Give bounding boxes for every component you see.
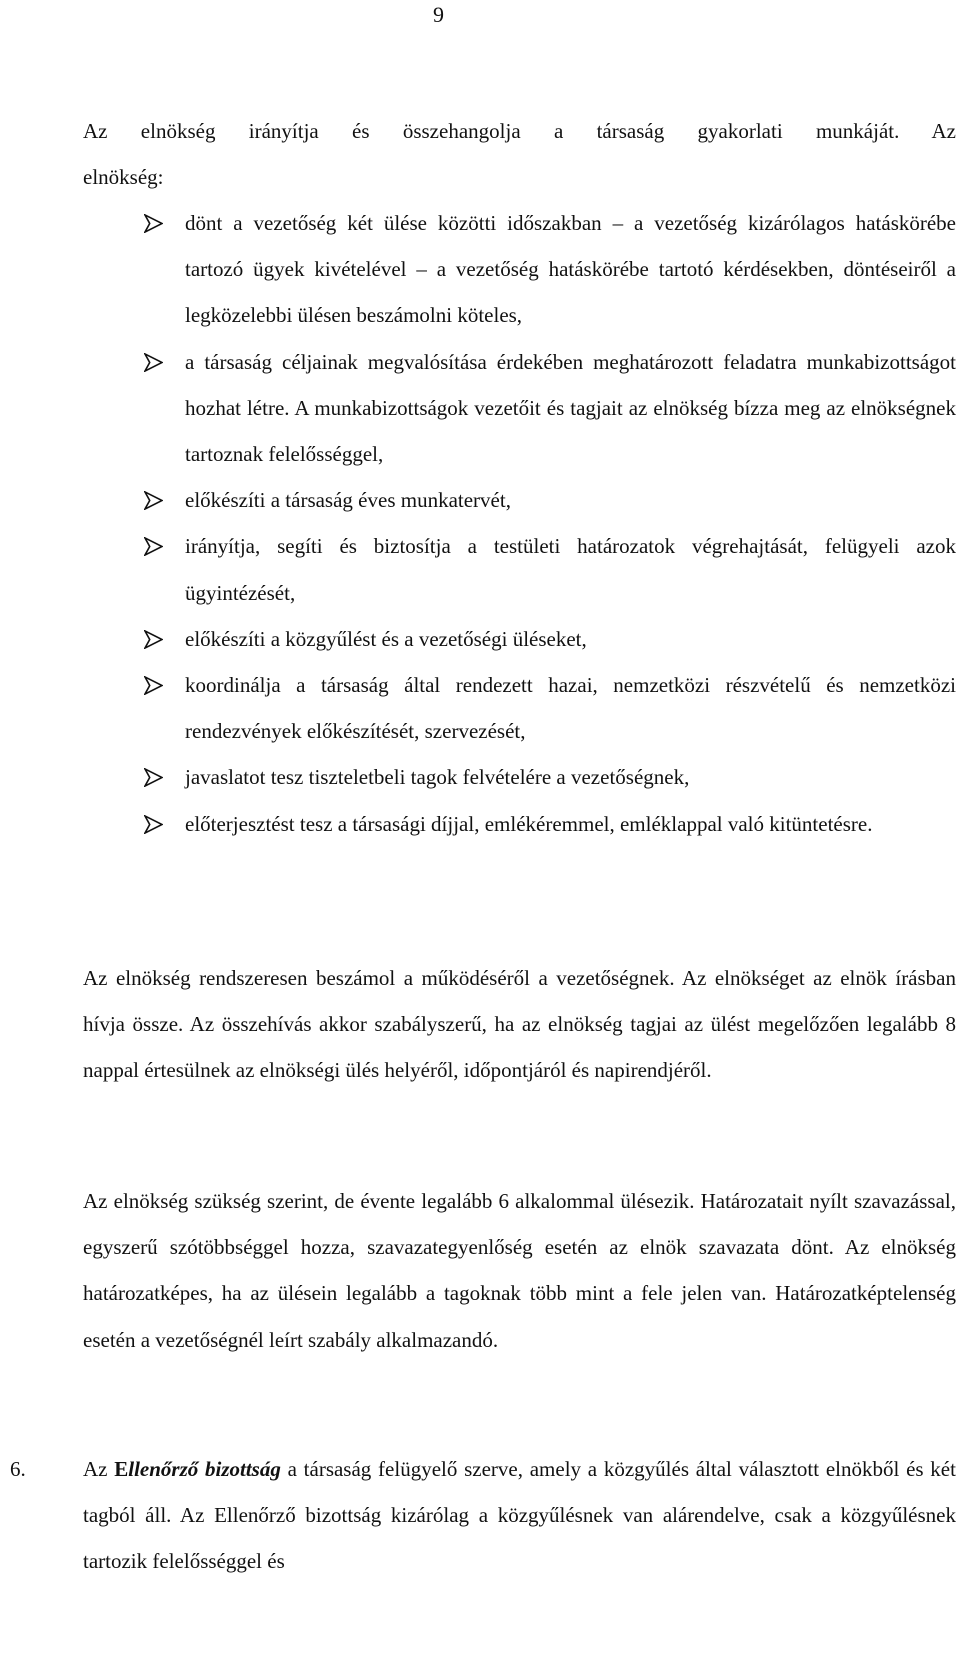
list-item bbox=[144, 801, 956, 847]
duty-text: a társaság céljainak megvalósítása érdekében meghatározott feladatra munkabizottságot hozhat létre. A munkabizottságok vezetőit és tagjait az elnökség bízza meg az elnökségnek tartoznak felelősséggel, bbox=[185, 349, 956, 467]
duty-text: dönt a vezetőség két ülése közötti időszakban – a vezetőség kizárólagos hatáskörébe tartozó ügyek kivételével – a vezetőség hatáskörébe tartotó kérdésekben, döntéseiről a legközelebbi ülésen beszámolni köteles, bbox=[185, 211, 956, 328]
list-item bbox=[144, 754, 956, 800]
list-item bbox=[144, 616, 956, 662]
intro-paragraph bbox=[83, 108, 956, 200]
arrowhead-bullet-icon bbox=[144, 491, 163, 510]
arrowhead-bullet-icon bbox=[144, 676, 163, 695]
reporting-paragraph: Az elnökség rendszeresen beszámol a működéséről a vezetőségnek. Az elnökséget az elnök írásban hívja össze. Az összehívás akkor szabályszerű, ha az elnökség tagjai az ülést megelőzően legalább 8 nappal értesülnek az elnökségi ülés helyéről, időpontjáról és napirendjéről. bbox=[83, 966, 956, 1083]
term-ellenorzo-bizottsag: llenőrző bizottság bbox=[128, 1457, 281, 1481]
duty-text: javaslatot tesz tiszteletbeli tagok felvételére a vezetőségnek, bbox=[185, 765, 690, 790]
list-item bbox=[144, 200, 956, 339]
list-item bbox=[144, 662, 956, 754]
arrowhead-bullet-icon bbox=[144, 815, 163, 834]
list-item bbox=[144, 523, 956, 615]
section-6-body bbox=[83, 1446, 956, 1585]
list-item bbox=[144, 339, 956, 478]
arrowhead-bullet-icon bbox=[144, 353, 163, 372]
arrowhead-bullet-icon bbox=[144, 630, 163, 649]
page-number: 9 bbox=[433, 2, 444, 27]
list-item bbox=[144, 477, 956, 523]
duty-text: irányítja, segíti és biztosítja a testületi határozatok végrehajtását, felügyeli azok ügyintézését, bbox=[185, 534, 956, 605]
duty-text: koordinálja a társaság által rendezett hazai, nemzetközi részvételű és nemzetközi rendezvények előkészítését, szervezését, bbox=[185, 673, 956, 744]
section-6-text: a társaság felügyelő szerve, amely a közgyűlés által választott elnökből és két tagból áll. Az Ellenőrző bizottság kizárólag a közgyűlésnek van alárendelve, csak a közgyűlésnek tartozik felelősséggel és bbox=[83, 1457, 956, 1574]
duties-list bbox=[144, 200, 956, 847]
intro-line-2: elnökség: bbox=[83, 165, 164, 190]
duty-text: előkészíti a társaság éves munkatervét, bbox=[185, 488, 511, 513]
term-first-letter: E bbox=[114, 1457, 129, 1481]
arrowhead-bullet-icon bbox=[144, 537, 163, 556]
arrowhead-bullet-icon bbox=[144, 214, 163, 233]
duty-text: előterjesztést tesz a társasági díjjal, emlékéremmel, emléklappal való kitüntetésre. bbox=[185, 811, 873, 836]
section-prefix: Az bbox=[83, 1457, 115, 1481]
section-number: 6. bbox=[10, 1457, 26, 1481]
arrowhead-bullet-icon bbox=[144, 768, 163, 787]
duty-text: előkészíti a közgyűlést és a vezetőségi üléseket, bbox=[185, 626, 587, 651]
meetings-paragraph: Az elnökség szükség szerint, de évente legalább 6 alkalommal ülésezik. Határozatait nyílt szavazással, egyszerű szótöbbséggel hozza, szavazategyenlőség esetén az elnök szavazata dönt. Az elnökség határozatképes, ha az ülésein legalább a tagoknak több mint a fele jelen van. Határozatképtelenség esetén a vezetőségnél leírt szabály alkalmazandó. bbox=[83, 1189, 956, 1352]
intro-line-1: Az elnökség irányítja és összehangolja a társaság gyakorlati munkáját. Az bbox=[83, 119, 956, 143]
